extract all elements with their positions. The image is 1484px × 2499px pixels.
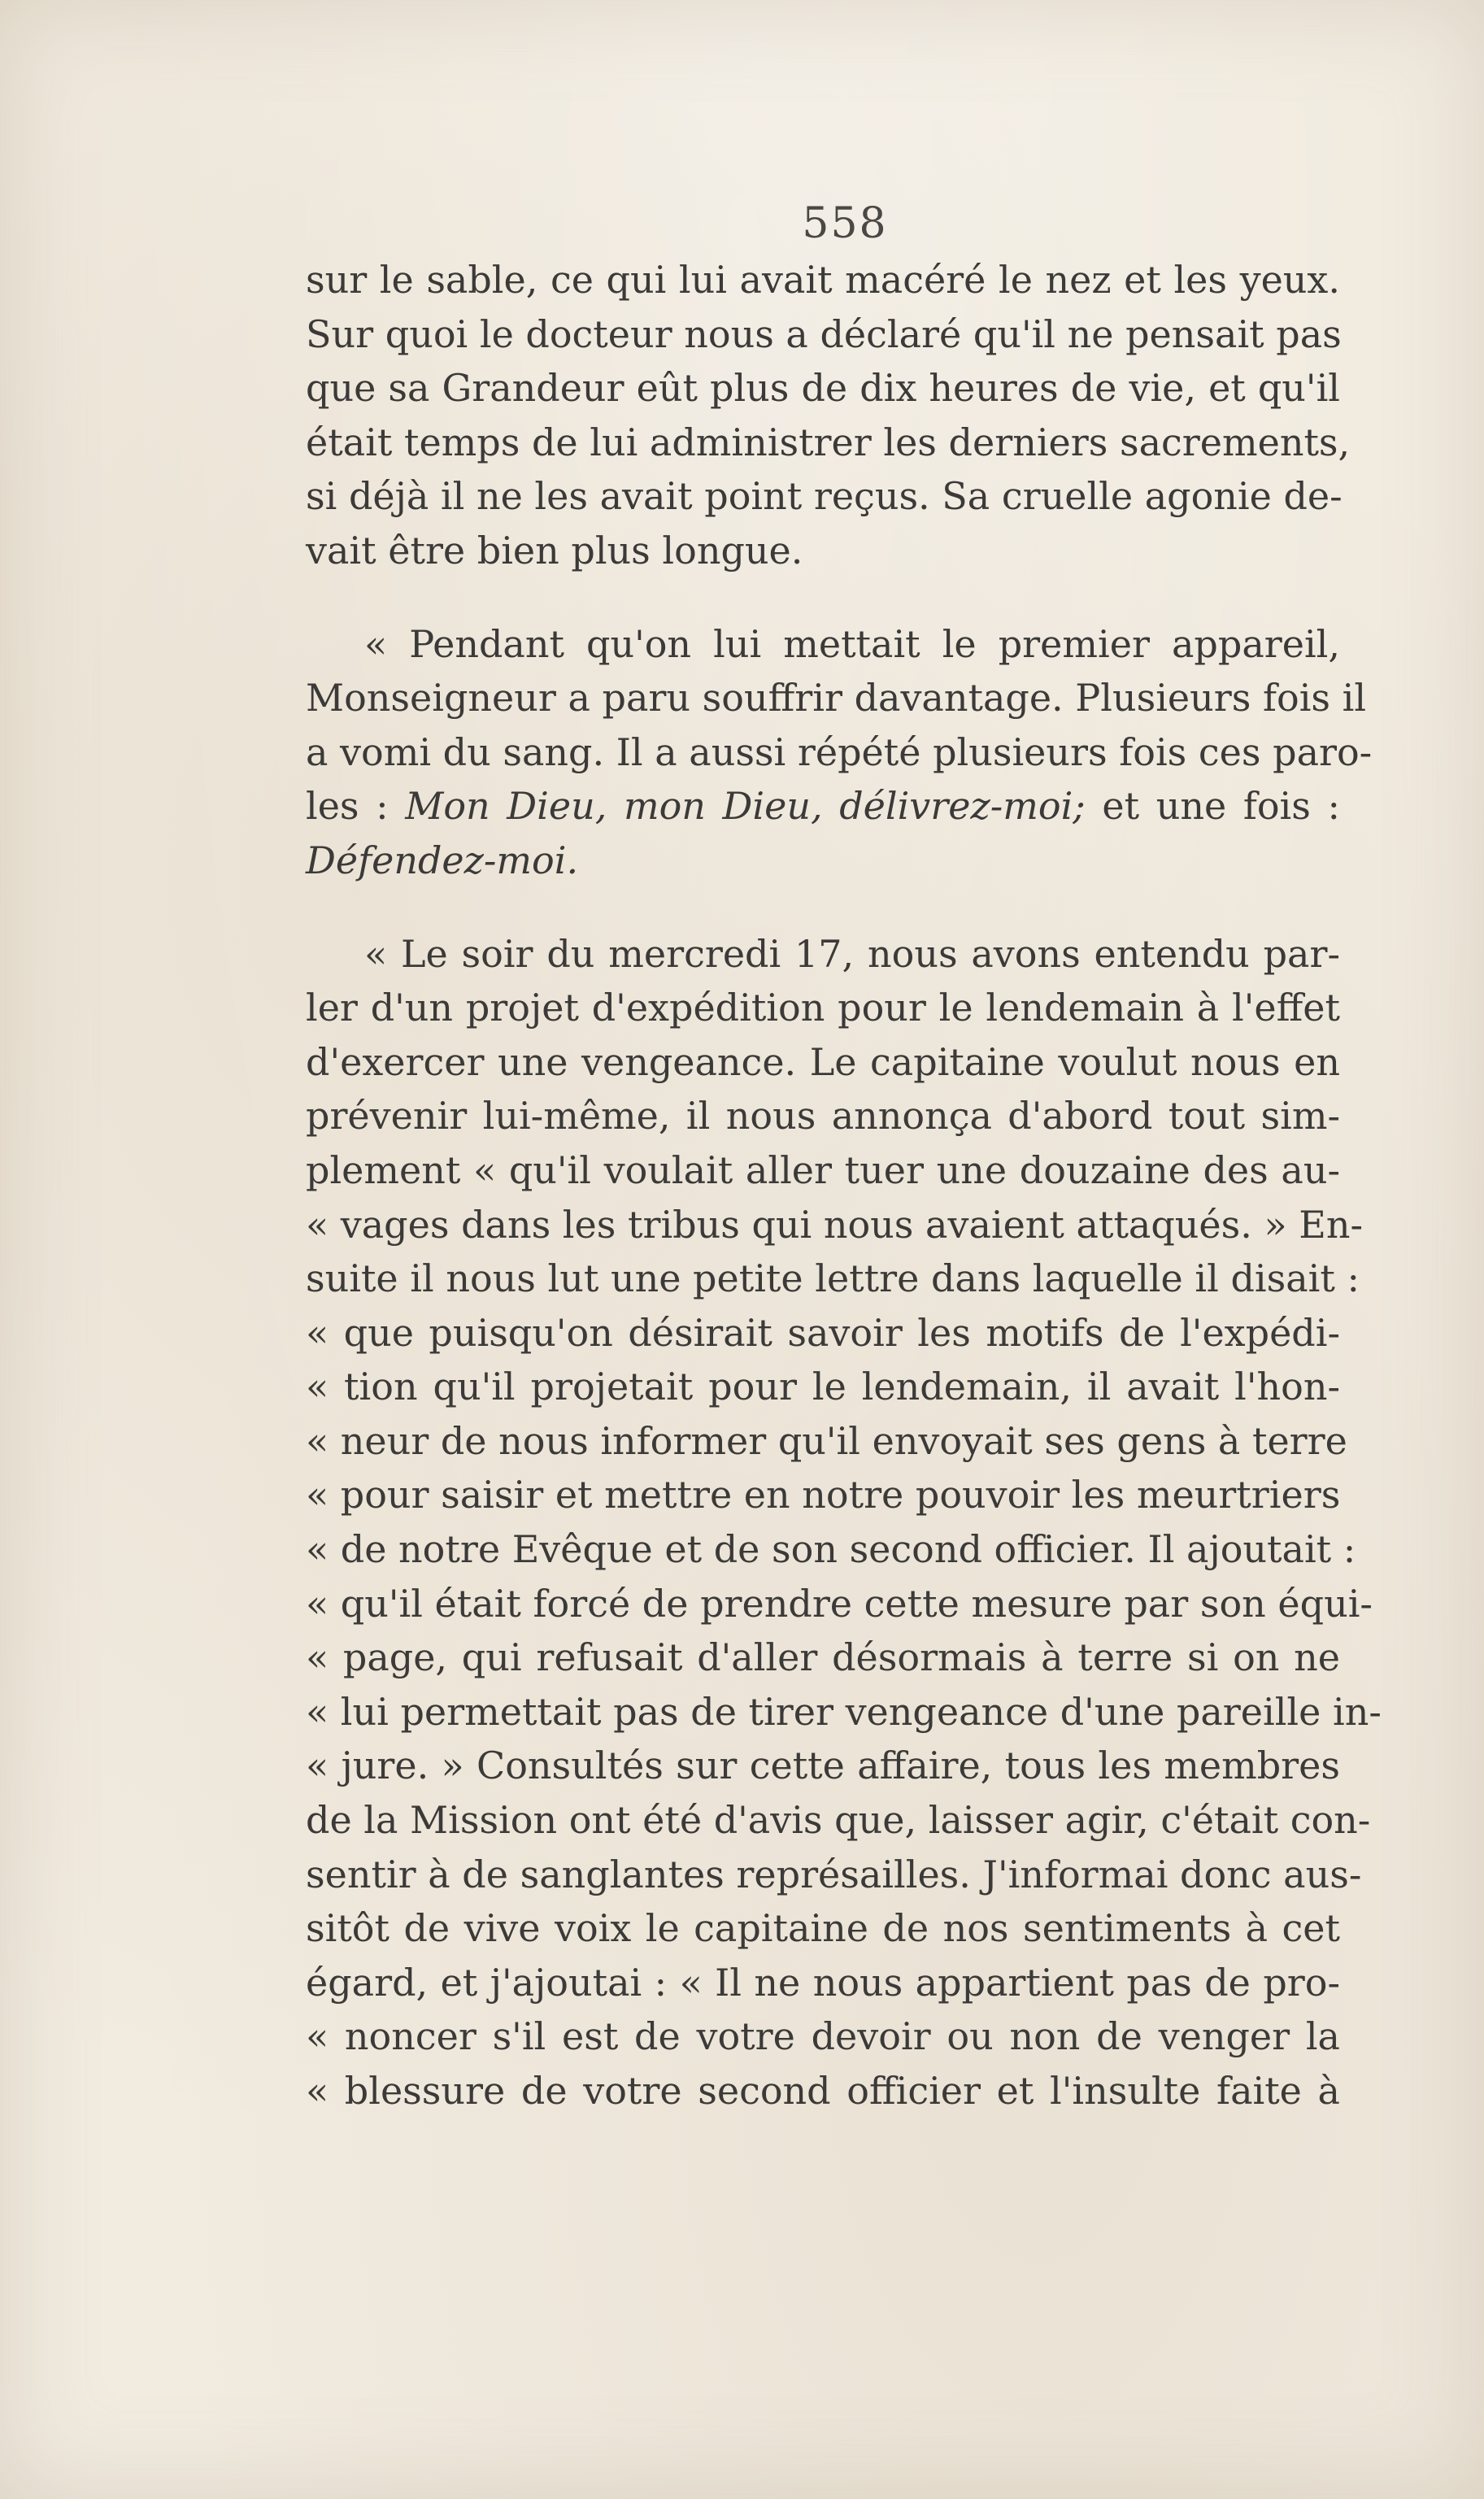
text-line: égard, et j'ajoutai : « Il ne nous appartient pas de pro- bbox=[306, 1960, 1340, 2005]
text-line-italic bbox=[306, 834, 1340, 888]
text-line: « noncer s'il est de votre devoir ou non de venger la bbox=[306, 2014, 1340, 2059]
italic-quote: Défendez-moi. bbox=[306, 838, 579, 882]
paragraph-3 bbox=[306, 927, 1382, 2118]
page-text bbox=[306, 199, 1382, 2118]
italic-quote: Mon Dieu, mon Dieu, délivrez-moi; bbox=[405, 784, 1086, 829]
text-line: plement « qu'il voulait aller tuer une douzaine des au- bbox=[306, 1147, 1340, 1192]
page-number: 558 bbox=[802, 199, 888, 248]
text-line: était temps de lui administrer les derniers sacrements, bbox=[306, 420, 1351, 464]
paragraph-1 bbox=[306, 253, 1351, 578]
text-line: vait être bien plus longue. bbox=[306, 528, 803, 573]
text-line: « lui permettait pas de tirer vengeance d'une pareille in- bbox=[306, 1689, 1382, 1734]
text-line: Sur quoi le docteur nous a déclaré qu'il ne pensait pas bbox=[306, 311, 1342, 356]
text-line: de la Mission ont été d'avis que, laisser agir, c'était con- bbox=[306, 1798, 1371, 1843]
text-line: « de notre Evêque et de son second officier. Il ajoutait : bbox=[306, 1527, 1356, 1572]
text-line-mixed bbox=[306, 779, 1340, 834]
text-line: Monseigneur a paru souffrir davantage. Plusieurs fois il bbox=[306, 676, 1367, 721]
text-line: « vages dans les tribus qui nous avaient attaqués. » En- bbox=[306, 1202, 1364, 1247]
text-line: si déjà il ne les avait point reçus. Sa cruelle agonie de- bbox=[306, 474, 1343, 519]
text-line: sur le sable, ce qui lui avait macéré le nez et les yeux. bbox=[306, 258, 1340, 302]
text-line: ler d'un projet d'expédition pour le lendemain à l'effet bbox=[306, 986, 1340, 1030]
text-run: et une fois : bbox=[1085, 784, 1340, 829]
text-line: « Pendant qu'on lui mettait le premier appareil, bbox=[364, 621, 1340, 666]
text-line: a vomi du sang. Il a aussi répété plusieurs fois ces paro- bbox=[306, 729, 1373, 774]
paragraph-2 bbox=[306, 617, 1373, 888]
text-run: les : bbox=[306, 784, 406, 829]
text-line: « neur de nous informer qu'il envoyait ses gens à terre bbox=[306, 1418, 1347, 1463]
text-line: suite il nous lut une petite lettre dans laquelle il disait : bbox=[306, 1256, 1360, 1301]
text-line: prévenir lui-même, il nous annonça d'abord tout sim- bbox=[306, 1094, 1340, 1138]
text-line: « pour saisir et mettre en notre pouvoir les meurtriers bbox=[306, 1473, 1341, 1517]
text-line: « qu'il était forcé de prendre cette mesure par son équi- bbox=[306, 1581, 1373, 1626]
text-line: « tion qu'il projetait pour le lendemain, il avait l'hon- bbox=[306, 1365, 1340, 1409]
text-line: sitôt de vive voix le capitaine de nos sentiments à cet bbox=[306, 1906, 1340, 1951]
text-line: « page, qui refusait d'aller désormais à terre si on ne bbox=[306, 1635, 1340, 1680]
text-line: que sa Grandeur eût plus de dix heures de vie, et qu'il bbox=[306, 366, 1340, 411]
paragraph-gap bbox=[306, 578, 1340, 617]
text-line: « que puisqu'on désirait savoir les motifs de l'expédi- bbox=[306, 1310, 1340, 1355]
paragraph-gap bbox=[306, 888, 1340, 927]
text-line: « Le soir du mercredi 17, nous avons entendu par- bbox=[364, 931, 1340, 976]
text-line: d'exercer une vengeance. Le capitaine voulut nous en bbox=[306, 1039, 1340, 1084]
text-line: « jure. » Consultés sur cette affaire, tous les membres bbox=[306, 1744, 1340, 1788]
text-line: sentir à de sanglantes représailles. J'informai donc aus- bbox=[306, 1852, 1362, 1896]
text-line: « blessure de votre second officier et l'insulte faite à bbox=[306, 2069, 1340, 2113]
